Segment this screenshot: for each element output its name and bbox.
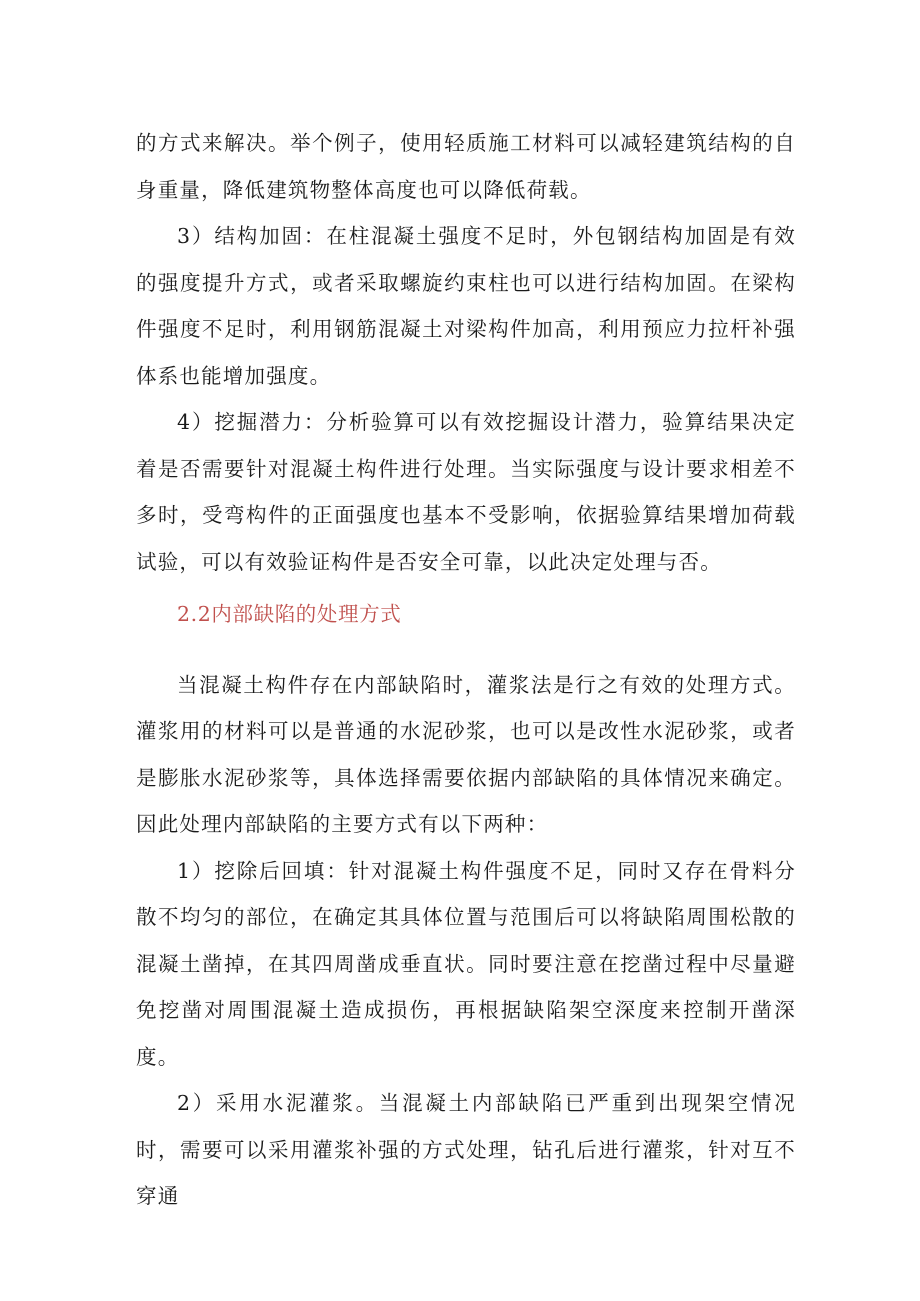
paragraph-cement-grouting: 2）采用水泥灌浆。当混凝土内部缺陷已严重到出现架空情况时，需要可以采用灌浆补强的方式处理，钻孔后进行灌浆，针对互不穿通 <box>136 1091 796 1208</box>
document-body <box>136 120 796 1220</box>
paragraph-continuation: 的方式来解决。举个例子，使用轻质施工材料可以减轻建筑结构的自身重量，降低建筑物整体高度也可以降低荷载。 <box>136 131 796 202</box>
paragraph-structural-reinforcement: 3）结构加固：在柱混凝土强度不足时，外包钢结构加固是有效的强度提升方式，或者采取螺旋约束柱也可以进行结构加固。在梁构件强度不足时，利用钢筋混凝土对梁构件加高，利用预应力拉杆补强体系也能增加强度。 <box>136 224 796 388</box>
paragraph-excavate-backfill: 1）挖除后回填：针对混凝土构件强度不足，同时又存在骨料分散不均匀的部位，在确定其具体位置与范围后可以将缺陷周围松散的混凝土凿掉，在其四周凿成垂直状。同时要注意在挖凿过程中尽量避免挖凿对周围混凝土造成损伤，再根据缺陷架空深度来控制开凿深度。 <box>136 858 796 1069</box>
paragraph-internal-defect-intro: 当混凝土构件存在内部缺陷时，灌浆法是行之有效的处理方式。灌浆用的材料可以是普通的水泥砂浆，也可以是改性水泥砂浆，或者是膨胀水泥砂浆等，具体选择需要依据内部缺陷的具体情况来确定。因此处理内部缺陷的主要方式有以下两种： <box>136 672 796 836</box>
section-heading-2-2: 2.2内部缺陷的处理方式 <box>177 602 402 626</box>
paragraph-tap-potential: 4）挖掘潜力：分析验算可以有效挖掘设计潜力，验算结果决定着是否需要针对混凝土构件进行处理。当实际强度与设计要求相差不多时，受弯构件的正面强度也基本不受影响，依据验算结果增加荷载试验，可以有效验证构件是否安全可靠，以此决定处理与否。 <box>136 410 796 574</box>
